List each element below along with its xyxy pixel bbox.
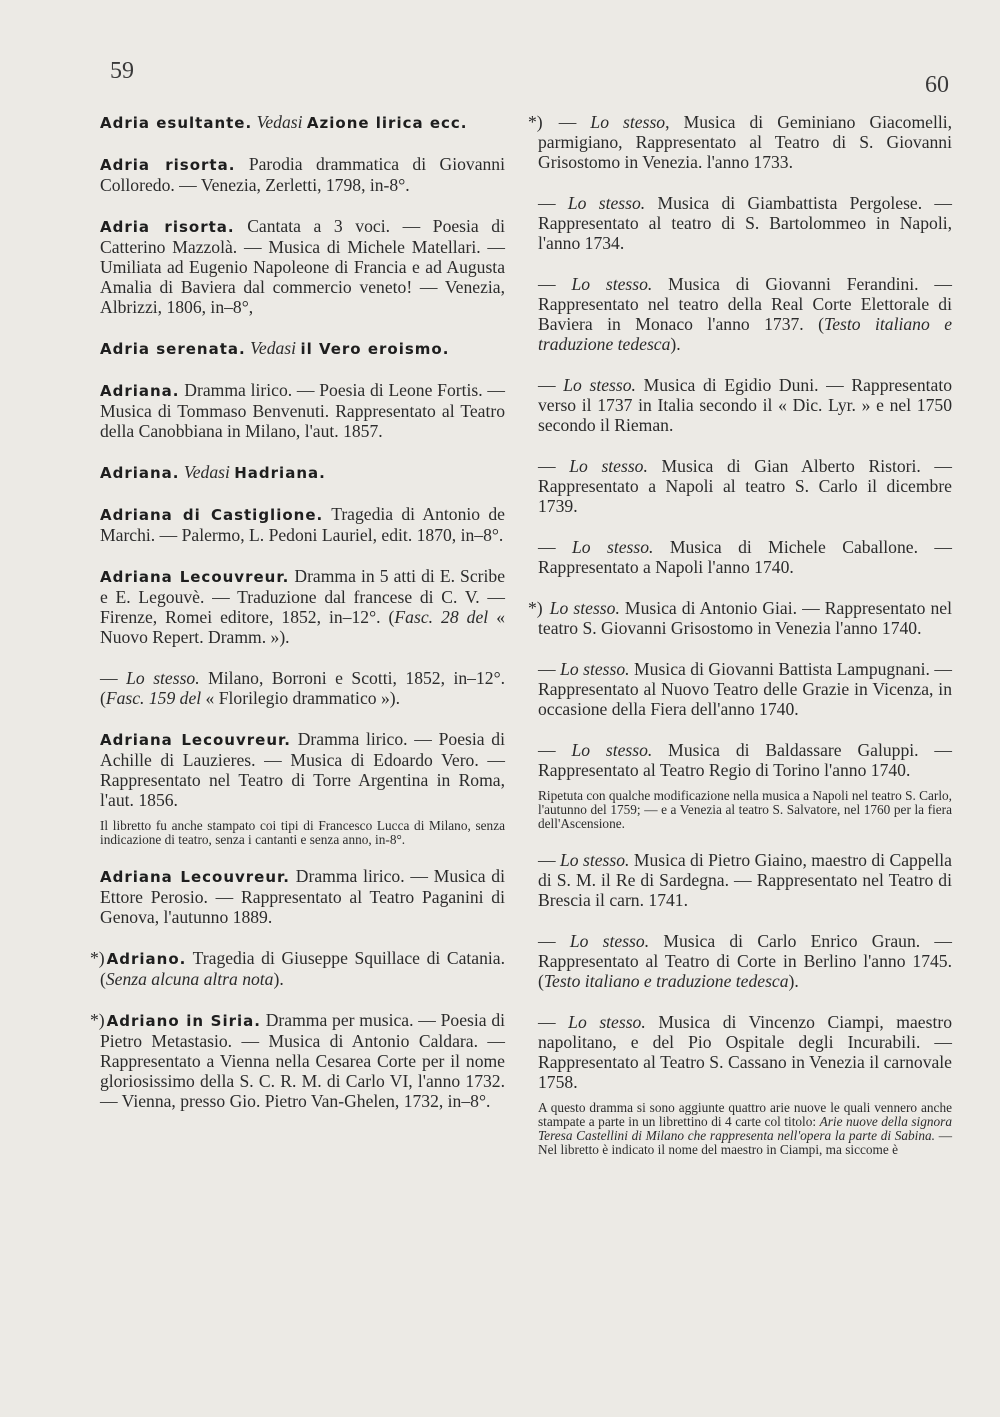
entry-italic-text: Vedasi bbox=[252, 112, 307, 132]
dictionary-entry bbox=[100, 566, 505, 647]
entry-italic-text: Fasc. 159 del bbox=[105, 688, 202, 708]
entry-text: Dramma lirico. — Poesia di Leone Fortis. — Musica di Tommaso Benvenuti. Rappresentato al Teatro della Canobbiana in Milano, l'aut. 1857. bbox=[100, 380, 505, 441]
entry-italic-text: Vedasi bbox=[245, 338, 301, 358]
entry-headword: Adriana di Castiglione. bbox=[100, 506, 324, 524]
asterisk-marker: *) bbox=[528, 598, 543, 618]
dictionary-entry bbox=[538, 274, 952, 354]
entry-text: Musica di Giovanni Ferandini. — Rappresentato nel teatro della Real Corte Elettorale di Baviera in Monaco l'anno 1737. ( bbox=[538, 274, 952, 334]
entry-headword: Hadriana. bbox=[234, 464, 326, 482]
entry-text: — bbox=[544, 112, 591, 132]
entry-text: — bbox=[538, 1012, 569, 1032]
entry-headword: Adriana Lecouvreur. bbox=[100, 868, 290, 886]
entry-italic-text: Lo stesso. bbox=[569, 931, 650, 951]
asterisk-marker: *) bbox=[528, 112, 543, 132]
entry-text: Tragedia di Giuseppe Squillace di Catania. ( bbox=[100, 948, 505, 989]
entry-italic-text: Lo stesso. bbox=[560, 659, 630, 679]
entry-italic-text: Testo italiano e traduzione tedesca bbox=[543, 971, 789, 991]
entry-text: Musica di Antonio Giai. — Rappresentato nel teatro S. Giovanni Grisostomo in Venezia l'anno 1740. bbox=[538, 598, 952, 638]
dictionary-entry bbox=[538, 931, 952, 991]
entry-text: Musica di Michele Caballone. — Rappresentato a Napoli l'anno 1740. bbox=[538, 537, 952, 577]
entry-italic-text: Vedasi bbox=[179, 462, 235, 482]
dictionary-entry bbox=[90, 948, 505, 989]
entry-italic-text: Arie nuove della signora Teresa Castellini di Milano che rappresenta nell'opera la parte di Sabina. bbox=[538, 1114, 952, 1143]
entry-italic-text: Lo stesso. bbox=[549, 598, 620, 618]
entry-text: Milano, Borroni e Scotti, 1852, in–12°. ( bbox=[100, 668, 505, 708]
entry-text: — bbox=[538, 193, 568, 213]
entry-text: — bbox=[538, 537, 573, 557]
entry-text: — bbox=[538, 740, 572, 760]
entry-italic-text: Lo stesso. bbox=[560, 850, 630, 870]
asterisk-marker: *) bbox=[90, 948, 105, 968]
entry-text: « Nuovo Repert. Dramm. »). bbox=[100, 607, 505, 647]
entry-text: — bbox=[100, 668, 127, 688]
entry-italic-text: Lo stesso. bbox=[571, 274, 653, 294]
entry-headword: Adria serenata. bbox=[100, 340, 246, 358]
dictionary-entry bbox=[528, 598, 952, 638]
entry-headword: Adria risorta. bbox=[100, 156, 236, 174]
dictionary-entry bbox=[100, 380, 505, 441]
entry-text: Parodia drammatica di Giovanni Colloredo. — Venezia, Zerletti, 1798, in-8°. bbox=[100, 154, 505, 195]
entry-text: Cantata a 3 voci. — Poesia di Catterino Mazzolà. — Musica di Michele Matellari. — Umiliata ad Eugenio Napoleone di Francia e ad Augusta Amalia di Baviera dal commercio veneto! — Venezia, Albrizzi, 1806, in–8°, bbox=[100, 216, 505, 317]
dictionary-entry bbox=[100, 112, 505, 133]
entry-italic-text: Lo stesso. bbox=[568, 1012, 646, 1032]
entry-text: « Florilegio drammatico »). bbox=[201, 688, 401, 708]
entry-headword: Adriano in Siria. bbox=[106, 1012, 261, 1030]
entry-headword: Adria risorta. bbox=[100, 218, 235, 236]
footnote bbox=[100, 819, 505, 847]
entry-text: — bbox=[538, 850, 561, 870]
asterisk-marker: *) bbox=[90, 1010, 105, 1030]
entry-italic-text: Lo stesso. bbox=[126, 668, 200, 688]
entry-text: — bbox=[538, 274, 572, 294]
entry-italic-text: Fasc. 28 del bbox=[394, 607, 489, 627]
entry-text: Ripetuta con qualche modificazione nella musica a Napoli nel teatro S. Carlo, l'autunno del 1759; — e a Venezia al teatro S. Salvatore, nel 1760 per la fiera dell'Ascensione. bbox=[538, 788, 952, 831]
entry-text: ). bbox=[788, 971, 799, 991]
footnote bbox=[538, 789, 952, 831]
entry-headword: il Vero eroismo. bbox=[300, 340, 450, 358]
entry-text: Musica di Egidio Duni. — Rappresentato verso il 1737 in Italia secondo il « Dic. Lyr. » e nel 1750 secondo il Rieman. bbox=[538, 375, 953, 435]
entry-text: Dramma lirico. — Musica di Ettore Perosio. — Rappresentato al Teatro Paganini di Genova, l'autunno 1889. bbox=[100, 866, 505, 927]
entry-headword: Adriana. bbox=[100, 382, 180, 400]
entry-italic-text: Lo stesso. bbox=[572, 537, 654, 557]
dictionary-entry bbox=[538, 740, 952, 780]
footnote bbox=[538, 1101, 952, 1157]
entry-text: Dramma lirico. — Poesia di Achille di Lauzieres. — Musica di Edoardo Vero. — Rappresentato nel Teatro di Torre Argentina in Roma, l'aut. 1856. bbox=[100, 729, 505, 810]
dictionary-entry bbox=[100, 866, 505, 927]
page-number-left: 59 bbox=[110, 58, 134, 84]
entry-text: — bbox=[538, 456, 570, 476]
entry-headword: Adriana Lecouvreur. bbox=[100, 568, 290, 586]
right-column bbox=[528, 112, 953, 1176]
page-number-right: 60 bbox=[925, 72, 949, 98]
entry-text: Musica di Baldassare Galuppi. — Rappresentato al Teatro Regio di Torino l'anno 1740. bbox=[538, 740, 952, 780]
entry-text: Il libretto fu anche stampato coi tipi di Francesco Lucca di Milano, senza indicazione di teatro, senza i cantanti e senza anno, in-8°. bbox=[100, 818, 505, 847]
dictionary-entry bbox=[538, 537, 952, 577]
entry-text: — Nel libretto è indicato il nome del maestro in Ciampi, ma siccome è bbox=[538, 1128, 952, 1157]
entry-italic-text: Senza alcuna altra nota bbox=[105, 969, 274, 989]
dictionary-entry bbox=[100, 462, 505, 483]
entry-text: ). bbox=[670, 334, 681, 354]
entry-headword: Adriana Lecouvreur. bbox=[100, 731, 291, 749]
entry-text: Dramma in 5 atti di E. Scribe e E. Legouvè. — Traduzione dal francese di C. V. — Firenze, Romei editore, 1852, in–12°. ( bbox=[100, 566, 506, 627]
entry-text: A questo dramma si sono aggiunte quattro arie nuove le quali vennero anche stampate a parte in un librettino di 4 carte col titolo: bbox=[538, 1100, 952, 1129]
entry-text: Musica di Gian Alberto Ristori. — Rappresentato a Napoli al teatro S. Carlo il dicembre 1739. bbox=[538, 456, 952, 516]
entry-text: Dramma per musica. — Poesia di Pietro Metastasio. — Musica di Antonio Caldara. — Rappresentato a Vienna nella Cesarea Corte per il nome gloriosissimo della S. C. R. M. di Carlo VI, l'anno 1732. — Vienna, presso Gio. Pietro Van-Ghelen, 1732, in–8°. bbox=[100, 1010, 505, 1111]
dictionary-entry bbox=[100, 154, 505, 195]
dictionary-entry bbox=[538, 1012, 952, 1092]
entry-headword: Azione lirica ecc. bbox=[306, 114, 468, 132]
left-column bbox=[90, 112, 506, 1132]
entry-italic-text: Lo stesso. bbox=[569, 456, 648, 476]
entry-headword: Adriano. bbox=[106, 950, 187, 968]
dictionary-entry bbox=[100, 668, 505, 708]
dictionary-entry bbox=[538, 659, 952, 719]
entry-italic-text: Lo stesso bbox=[590, 112, 666, 132]
dictionary-entry bbox=[538, 456, 952, 516]
entry-italic-text: Lo stesso. bbox=[567, 193, 646, 213]
entry-headword: Adria esultante. bbox=[100, 114, 253, 132]
entry-headword: Adriana. bbox=[100, 464, 180, 482]
entry-text: , Musica di Geminiano Giacomelli, parmigiano, Rappresentato al Teatro di S. Giovanni Grisostomo in Venezia. l'anno 1733. bbox=[538, 112, 953, 172]
entry-italic-text: Lo stesso. bbox=[563, 375, 636, 395]
dictionary-entry bbox=[100, 504, 505, 545]
dictionary-entry bbox=[538, 850, 952, 910]
entry-text: ). bbox=[273, 969, 284, 989]
entry-text: Musica di Giovanni Battista Lampugnani. — Rappresentato al Nuovo Teatro delle Grazie in Vicenza, in occasione della Fiera dell'anno 1740. bbox=[538, 659, 952, 719]
dictionary-entry bbox=[90, 1010, 505, 1111]
dictionary-entry bbox=[538, 375, 952, 435]
entry-text: — bbox=[538, 931, 570, 951]
dictionary-entry bbox=[528, 112, 953, 172]
dictionary-entry bbox=[100, 338, 505, 359]
entry-text: Musica di Carlo Enrico Graun. — Rappresentato al Teatro di Corte in Berlino l'anno 1745. ( bbox=[538, 931, 952, 991]
entry-italic-text: Testo italiano e traduzione tedesca bbox=[538, 314, 952, 354]
entry-text: Musica di Giambattista Pergolese. — Rappresentato al teatro di S. Bartolommeo in Napoli, l'anno 1734. bbox=[538, 193, 952, 253]
entry-text: — bbox=[538, 375, 564, 395]
entry-italic-text: Lo stesso. bbox=[571, 740, 653, 760]
dictionary-entry bbox=[100, 216, 505, 317]
dictionary-entry bbox=[100, 729, 505, 810]
entry-text: Tragedia di Antonio de Marchi. — Palermo, L. Pedoni Lauriel, edit. 1870, in–8°. bbox=[100, 504, 505, 545]
entry-text: — bbox=[538, 659, 561, 679]
entry-text: Musica di Vincenzo Ciampi, maestro napolitano, e del Pio Ospitale degli Incurabili. — Rappresentato al Teatro S. Cassano in Venezia il carnovale 1758. bbox=[538, 1012, 953, 1092]
dictionary-entry bbox=[538, 193, 952, 253]
entry-text: Musica di Pietro Giaino, maestro di Cappella di S. M. il Re di Sardegna. — Rappresentato nel Teatro di Brescia il carn. 1741. bbox=[538, 850, 952, 910]
